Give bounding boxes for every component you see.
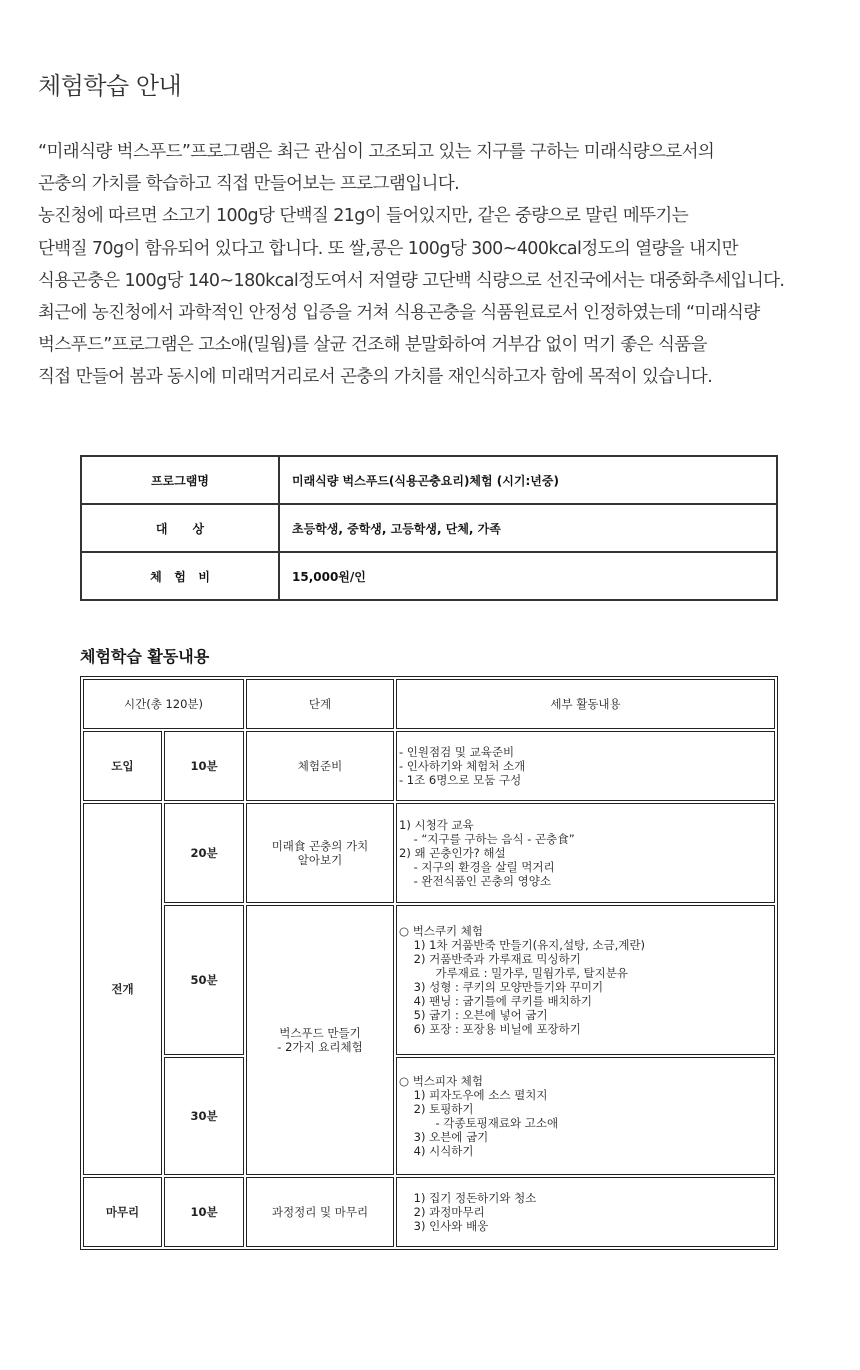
info-key: 프로그램명 <box>81 456 279 504</box>
header-stage: 단계 <box>246 679 394 729</box>
detail-line: 1) 시청각 교육 <box>399 818 474 832</box>
info-value: 초등학생, 중학생, 고등학생, 단체, 가족 <box>279 504 777 552</box>
detail-line: - 각종토핑재료와 고소애 <box>399 1116 559 1130</box>
activity-row-main-3 <box>83 1057 775 1175</box>
intro-line: 농진청에 따르면 소고기 100g당 단백질 21g이 들어있지만, 같은 중량으로 말린 메뚜기는 <box>38 206 689 227</box>
detail-line: 가루재료 : 밀가루, 밀웜가루, 탈지분유 <box>399 966 628 980</box>
intro-line: 직접 만들어 봄과 동시에 미래먹거리로서 곤충의 가치를 재인식하고자 함에 목적이 있습니다. <box>38 367 713 388</box>
detail-line: 2) 과정마무리 <box>399 1205 485 1219</box>
detail-line: - 완전식품인 곤충의 영양소 <box>399 874 551 888</box>
detail-line: ○ 벅스피자 체험 <box>399 1074 483 1088</box>
intro-line: 최근에 농진청에서 과학적인 안정성 입증을 거쳐 식용곤충을 식품원료로서 인정하였는데 “미래식량 <box>38 303 760 324</box>
detail-cell <box>396 1177 775 1247</box>
detail-line: - 인사하기와 체험처 소개 <box>399 759 526 773</box>
time-cell: 30분 <box>164 1057 244 1175</box>
info-value: 미래식량 벅스푸드(식용곤충요리)체험 (시기:년중) <box>279 456 777 504</box>
stage-cell: 과정정리 및 마무리 <box>246 1177 394 1247</box>
intro-line: 단백질 70g이 함유되어 있다고 합니다. 또 쌀,콩은 100g당 300~400kcal정도의 열량을 내지만 <box>38 238 738 259</box>
phase-cell: 전개 <box>83 803 162 1175</box>
stage-cell: 벅스푸드 만들기 - 2가지 요리체험 <box>246 905 394 1175</box>
intro-line: 식용곤충은 100g당 140~180kcal정도여서 저열량 고단백 식량으로 선진국에서는 대중화추세입니다. <box>38 270 785 291</box>
stage-cell: 미래食 곤충의 가치 알아보기 <box>246 803 394 903</box>
header-time: 시간(총 120분) <box>83 679 244 729</box>
info-row-fee <box>81 552 777 600</box>
info-value: 15,000원/인 <box>279 552 777 600</box>
activity-row-main-1 <box>83 803 775 903</box>
detail-line: 3) 인사와 배웅 <box>399 1219 489 1233</box>
detail-cell <box>396 731 775 801</box>
phase-cell: 마무리 <box>83 1177 162 1247</box>
detail-line: 3) 오븐에 굽기 <box>399 1130 489 1144</box>
activity-row-outro <box>83 1177 775 1247</box>
detail-line: - 1조 6명으로 모둠 구성 <box>399 773 522 787</box>
intro-line: “미래식량 벅스푸드”프로그램은 최근 관심이 고조되고 있는 지구를 구하는 미래식량으로서의 <box>38 142 715 162</box>
detail-cell <box>396 1057 775 1175</box>
time-cell: 10분 <box>164 731 244 801</box>
program-info-table <box>80 455 778 601</box>
detail-line: 5) 굽기 : 오븐에 넣어 굽기 <box>399 1008 548 1022</box>
detail-line: - 지구의 환경을 살릴 먹거리 <box>399 860 555 874</box>
intro-text <box>38 136 838 394</box>
info-key: 체 험 비 <box>81 552 279 600</box>
detail-line: ○ 벅스쿠키 체험 <box>399 924 483 938</box>
stage-cell: 체험준비 <box>246 731 394 801</box>
detail-line: 4) 시식하기 <box>399 1144 474 1158</box>
detail-line: 2) 거품반죽과 가루재료 믹싱하기 <box>399 952 581 966</box>
detail-line: 3) 성형 : 쿠키의 모양만들기와 꾸미기 <box>399 980 604 994</box>
activity-row-main-2 <box>83 905 775 1055</box>
detail-line: - 인원점검 및 교육준비 <box>399 745 515 759</box>
detail-line: 6) 포장 : 포장용 비닐에 포장하기 <box>399 1022 581 1036</box>
time-cell: 20분 <box>164 803 244 903</box>
activities-header-row <box>83 679 775 729</box>
info-row-target <box>81 504 777 552</box>
detail-line: - “지구를 구하는 음식 - 곤충食” <box>399 832 575 846</box>
detail-cell <box>396 803 775 903</box>
detail-line: 1) 1차 거품반죽 만들기(유지,설탕, 소금,계란) <box>399 938 646 952</box>
activity-row-intro <box>83 731 775 801</box>
info-key: 대 상 <box>81 504 279 552</box>
detail-line: 1) 피자도우에 소스 펼치지 <box>399 1088 548 1102</box>
activities-table <box>81 677 777 1249</box>
page-title: 체험학습 안내 <box>38 72 182 100</box>
phase-cell: 도입 <box>83 731 162 801</box>
intro-line: 벅스푸드”프로그램은 고소애(밀웜)를 살균 건조해 분말화하여 거부감 없이 먹기 좋은 식품을 <box>38 335 707 356</box>
activities-table-frame <box>80 676 778 1250</box>
time-cell: 50분 <box>164 905 244 1055</box>
detail-line: 2) 왜 곤충인가? 해설 <box>399 846 506 860</box>
detail-line: 4) 팬닝 : 굽기틀에 쿠키를 배치하기 <box>399 994 592 1008</box>
intro-line: 곤충의 가치를 학습하고 직접 만들어보는 프로그램입니다. <box>38 174 460 195</box>
time-cell: 10분 <box>164 1177 244 1247</box>
detail-cell <box>396 905 775 1055</box>
activities-heading: 체험학습 활동내용 <box>80 647 210 666</box>
detail-line: 2) 토핑하기 <box>399 1102 474 1116</box>
detail-line: 1) 집기 정돈하기와 청소 <box>399 1191 537 1205</box>
info-row-program <box>81 456 777 504</box>
header-detail: 세부 활동내용 <box>396 679 775 729</box>
